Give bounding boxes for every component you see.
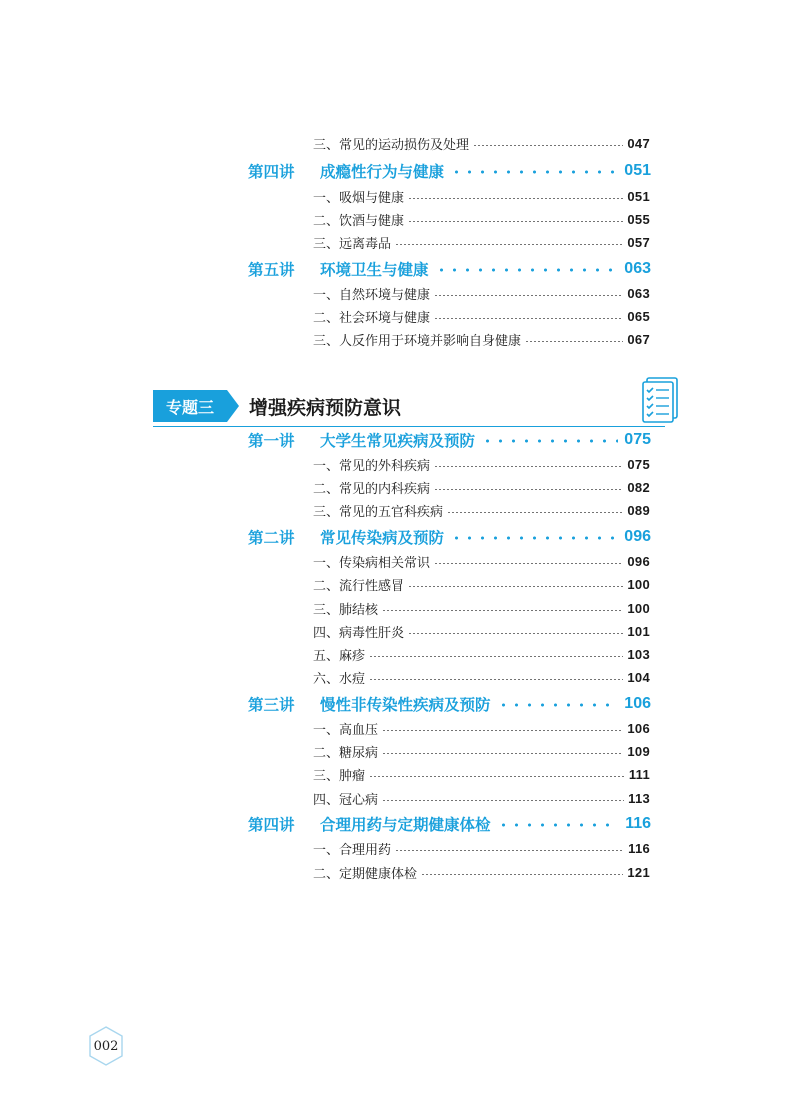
toc-entry[interactable] bbox=[313, 131, 650, 155]
lecture-number: 第二讲 bbox=[248, 529, 295, 547]
toc-entry-page: 116 bbox=[628, 840, 650, 856]
toc-entry-label: 四、病毒性肝炎 bbox=[313, 625, 405, 641]
toc-entry-page: 063 bbox=[627, 285, 650, 301]
toc-entry-page: 047 bbox=[627, 135, 650, 151]
lecture-title: 合理用药与定期健康体检 bbox=[320, 816, 491, 834]
toc-lecture-heading[interactable] bbox=[248, 690, 651, 718]
dot-leader bbox=[434, 466, 623, 467]
toc-entry-page: 111 bbox=[628, 766, 650, 782]
dot-leader bbox=[497, 823, 620, 827]
toc-entry-label: 二、流行性感冒 bbox=[313, 578, 405, 594]
toc-entry-page: 089 bbox=[627, 502, 650, 518]
dot-leader bbox=[450, 170, 618, 174]
toc-entry-label: 三、远离毒品 bbox=[313, 236, 392, 252]
lecture-page: 116 bbox=[625, 815, 651, 832]
toc-entry-label: 一、吸烟与健康 bbox=[313, 190, 405, 206]
lecture-title: 慢性非传染性疾病及预防 bbox=[320, 696, 491, 714]
lecture-number: 第四讲 bbox=[248, 816, 295, 834]
lecture-number: 第一讲 bbox=[248, 432, 295, 450]
dot-leader bbox=[382, 610, 623, 611]
toc-entry[interactable] bbox=[313, 762, 650, 786]
checklist-icon bbox=[639, 376, 681, 426]
toc-entry-page: 082 bbox=[627, 479, 650, 495]
dot-leader bbox=[382, 730, 623, 731]
toc-entry-page: 051 bbox=[627, 188, 650, 204]
toc-entry-page: 103 bbox=[627, 646, 650, 662]
toc-entry-page: 096 bbox=[627, 553, 650, 569]
toc-entry-label: 二、糖尿病 bbox=[313, 745, 379, 761]
toc-entry[interactable] bbox=[313, 304, 650, 328]
dot-leader bbox=[395, 244, 623, 245]
dot-leader bbox=[395, 850, 624, 851]
toc-entry-label: 三、肿瘤 bbox=[313, 768, 366, 784]
lecture-title: 常见传染病及预防 bbox=[320, 529, 445, 547]
toc-entry[interactable] bbox=[313, 281, 650, 305]
toc-entry[interactable] bbox=[313, 836, 650, 860]
toc-entry[interactable] bbox=[313, 475, 650, 499]
toc-lecture-heading[interactable] bbox=[248, 157, 651, 185]
toc-entry-label: 一、传染病相关常识 bbox=[313, 555, 431, 571]
dot-leader bbox=[421, 874, 623, 875]
dot-leader bbox=[435, 268, 619, 272]
toc-entry[interactable] bbox=[313, 207, 650, 231]
lecture-title: 成瘾性行为与健康 bbox=[320, 163, 445, 181]
toc-entry[interactable] bbox=[313, 184, 650, 208]
section-title: 增强疾病预防意识 bbox=[249, 396, 402, 419]
toc-lecture-heading[interactable] bbox=[248, 523, 651, 551]
dot-leader bbox=[450, 536, 618, 540]
dot-leader bbox=[434, 563, 623, 564]
toc-entry-label: 四、冠心病 bbox=[313, 792, 379, 808]
toc-entry-page: 113 bbox=[628, 790, 650, 806]
lecture-number: 第三讲 bbox=[248, 696, 295, 714]
dot-leader bbox=[369, 679, 623, 680]
dot-leader bbox=[473, 145, 623, 146]
dot-leader bbox=[525, 341, 623, 342]
toc-entry-label: 六、水痘 bbox=[313, 671, 366, 687]
toc-entry-label: 三、常见的五官科疾病 bbox=[313, 504, 444, 520]
toc-entry-label: 一、高血压 bbox=[313, 722, 379, 738]
toc-lecture-heading[interactable] bbox=[248, 426, 651, 454]
lecture-title: 大学生常见疾病及预防 bbox=[320, 432, 476, 450]
toc-entry-label: 一、自然环境与健康 bbox=[313, 287, 431, 303]
page-number: 002 bbox=[93, 1038, 119, 1054]
toc-entry-label: 二、常见的内科疾病 bbox=[313, 481, 431, 497]
toc-entry[interactable] bbox=[313, 860, 650, 884]
toc-entry-label: 三、人反作用于环境并影响自身健康 bbox=[313, 333, 522, 349]
lecture-number: 第四讲 bbox=[248, 163, 295, 181]
toc-entry[interactable] bbox=[313, 230, 650, 254]
toc-entry-label: 三、肺结核 bbox=[313, 602, 379, 618]
dot-leader bbox=[481, 439, 618, 443]
toc-lecture-heading[interactable] bbox=[248, 810, 651, 838]
toc-entry-label: 一、合理用药 bbox=[313, 842, 392, 858]
dot-leader bbox=[434, 295, 623, 296]
toc-entry-label: 一、常见的外科疾病 bbox=[313, 458, 431, 474]
toc-entry[interactable] bbox=[313, 327, 650, 351]
section-tag: 专题三 bbox=[153, 390, 227, 422]
dot-leader bbox=[369, 776, 625, 777]
lecture-page: 106 bbox=[624, 695, 651, 712]
toc-entry[interactable] bbox=[313, 619, 650, 643]
lecture-page: 051 bbox=[624, 162, 651, 179]
lecture-page: 075 bbox=[624, 431, 651, 448]
dot-leader bbox=[408, 586, 623, 587]
dot-leader bbox=[497, 703, 619, 707]
dot-leader bbox=[408, 221, 623, 222]
toc-entry-page: 100 bbox=[627, 600, 650, 616]
page-number-badge bbox=[88, 1026, 124, 1066]
toc-entry[interactable] bbox=[313, 786, 650, 810]
toc-entry[interactable] bbox=[313, 642, 650, 666]
toc-entry-label: 二、定期健康体检 bbox=[313, 866, 418, 882]
toc-entry-page: 101 bbox=[627, 623, 650, 639]
toc-entry-page: 104 bbox=[627, 669, 650, 685]
toc-lecture-heading[interactable] bbox=[248, 255, 651, 283]
lecture-title: 环境卫生与健康 bbox=[320, 261, 429, 279]
dot-leader bbox=[434, 489, 623, 490]
dot-leader bbox=[447, 512, 623, 513]
toc-entry-page: 109 bbox=[627, 743, 650, 759]
toc-entry[interactable] bbox=[313, 665, 650, 689]
dot-leader bbox=[434, 318, 623, 319]
toc-entry-page: 057 bbox=[627, 234, 650, 250]
toc-entry-page: 121 bbox=[627, 864, 650, 880]
toc-entry-page: 055 bbox=[627, 211, 650, 227]
lecture-page: 063 bbox=[624, 260, 651, 277]
toc-entry-label: 二、饮酒与健康 bbox=[313, 213, 405, 229]
toc-entry[interactable] bbox=[313, 572, 650, 596]
section-tag-arrow bbox=[227, 390, 239, 422]
dot-leader bbox=[382, 753, 623, 754]
toc-entry-page: 106 bbox=[627, 720, 650, 736]
toc-entry[interactable] bbox=[313, 716, 650, 740]
lecture-page: 096 bbox=[624, 528, 651, 545]
toc-entry-page: 065 bbox=[627, 308, 650, 324]
toc-entry[interactable] bbox=[313, 549, 650, 573]
dot-leader bbox=[369, 656, 623, 657]
toc-entry-page: 075 bbox=[627, 456, 650, 472]
dot-leader bbox=[408, 198, 623, 199]
toc-entry[interactable] bbox=[313, 498, 650, 522]
toc-entry-label: 三、常见的运动损伤及处理 bbox=[313, 137, 470, 153]
dot-leader bbox=[382, 800, 624, 801]
toc-entry[interactable] bbox=[313, 452, 650, 476]
lecture-number: 第五讲 bbox=[248, 261, 295, 279]
toc-entry-label: 二、社会环境与健康 bbox=[313, 310, 431, 326]
toc-entry-page: 100 bbox=[627, 576, 650, 592]
toc-entry[interactable] bbox=[313, 596, 650, 620]
toc-entry[interactable] bbox=[313, 739, 650, 763]
toc-entry-label: 五、麻疹 bbox=[313, 648, 366, 664]
toc-entry-page: 067 bbox=[627, 331, 650, 347]
dot-leader bbox=[408, 633, 623, 634]
